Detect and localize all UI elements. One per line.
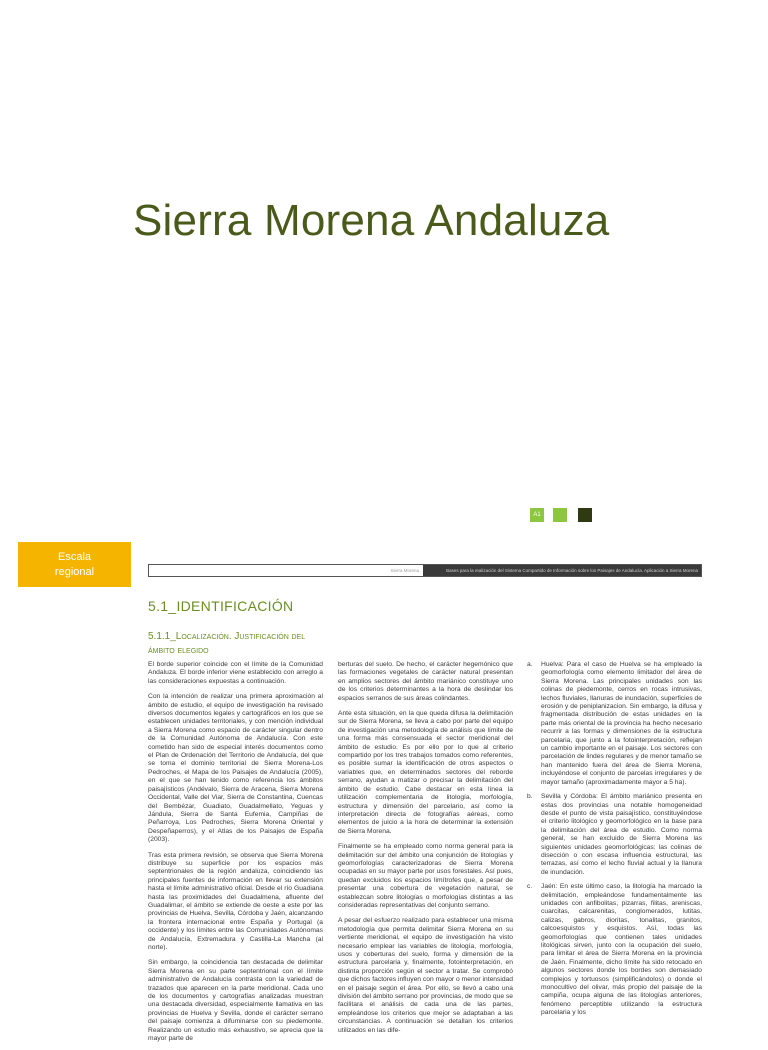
section-heading: 5.1_IDENTIFICACIÓN (148, 598, 294, 614)
running-header-section: Sierra Morena (390, 568, 419, 573)
page-title: Sierra Morena Andaluza (133, 196, 610, 245)
paragraph: Finalmente se ha empleado como norma general para la delimitación sur del ámbito una conjunción de litologías y geomorfologías caracterizadoras de Sierra Morena ocupadas en su mayor parte por usos forestales. Así pues, quedan excluidos los espacios limítrofes que, a pesar de presentar una cobertura de vegetación natural, se establezcan sobre litologías o morfologías distintas a las consideradas representativas del conjunto serrano. (338, 843, 513, 909)
paragraph: berturas del suelo. De hecho, el carácter hegemónico que las formaciones vegetales de carácter natural presentan en amplios sectores del ámbito mariánico constituye uno de los criterios determinantes a la hora de deslindar los espacios serranos de sus áreas colindantes. (338, 661, 513, 702)
text-column-2 (338, 661, 513, 1042)
list-text: Jaén: En este último caso, la litología ha marcado la delimitación, empleándose fundamentalmente las unidades con anfibolitas, pizarras, filitas, areniscas, cuarcitas, calcarenitas, conglomerados, lutitas, calizas, gabros, dioritas, tonalitas, granitos, calcoesquistos y esquistos. Así, todas las geomorfologías que contienen tales unidades litológicas sirven, junto con la ocupación del suelo, para limitar el área de Sierra Morena en la provincia de Jaén. Finalmente, dicho límite ha sido retocado en algunos sectores donde los bordes son demasiado complejos y tortuosos (simplificándolos) o donde el monocultivo del olivar, más propio del paisaje de la campiña, ocupa alguna de las litologías anteriores, fenómeno perceptible utilizando la estructura parcelaria y los (541, 883, 702, 1017)
decor-square-light (553, 508, 567, 522)
paragraph: A pesar del esfuerzo realizado para establecer una misma metodología que permita delimitar Sierra Morena en su vertiente meridional, el equipo de investigación ha visto necesario emplear las variables de litología, morfología, usos y coberturas del suelo, forma y dimensión de la estructura parcelaria y, finalmente, fotointerpretación, en distinta proporción según el sector a tratar. Se comprobó que dichos factores influyen con mayor o menor intensidad en el paisaje según el área. Por ello, se llevó a cabo una división del ámbito serrano por provincias, de modo que se facilitara el análisis de cada una de las partes, empleándose los criterios que mejor se adaptaban a las circunstancias. A continuación se detallan los criterios utilizados en las dife- (338, 917, 513, 1034)
text-column-3 (527, 661, 702, 1024)
paragraph: Tras esta primera revisión, se observa que Sierra Morena distribuye su superficie por los espacios más septentrionales de la región andaluza, coincidiendo las principales fuentes de información en llevar su extensión hasta el límite administrativo oficial. Desde el río Guadiana hasta las proximidades del Guadalmena, afluente del Guadalimar, el ámbito se extiende de oeste a este por las provincias de Huelva, Sevilla, Córdoba y Jaén, alcanzando la frontera internacional entre España y Portugal (a occidente) y los límites entre las Comunidades Autónomas de Andalucía, Extremadura y Castilla-La Mancha (al norte). (148, 851, 323, 951)
list-text: Huelva: Para el caso de Huelva se ha empleado la geomorfología como elemento limitador del área de Sierra Morena. Las principales unidades son las colinas de piedemonte, cerros en rocas intrusivas, lechos fluviales, llanuras de inundación, superficies de erosión y de peniplanizacion. Sin embargo, la difusa y fragmentada distribución de estas unidades en la parte más oriental de la provincia ha hecho necesario recurrir a las formas y dimensiones de la estructura parcelaria, que junto a la fotointerpretación, reflejan un cambio importante en el paisaje. Los sectores con parcelación de lindes regulares y de menor tamaño se han mantenido fuera del área de Sierra Morena, incluyéndose el conjunto de parcelas irregulares y de mayor tamaño (aproximadamente mayor a 5 ha). (541, 661, 702, 786)
text-column-1 (148, 661, 323, 1050)
list-text: Sevilla y Córdoba: El ámbito mariánico presenta en estas dos provincias una notable homogeneidad desde el punto de vista paisajístico, constituyéndose el criterio litológico y geomorfológico en la base para la delimitación del área de estudio. Como norma general, se han excluido de Sierra Morena las siguientes unidades geomorfológicas: las colinas de disección o con escasa influencia estructural, las terrazas, así como el lecho fluvial actual y la llanura de inundación. (541, 793, 702, 876)
list-item (527, 661, 702, 787)
list-marker: c. (527, 883, 533, 891)
list-item (527, 883, 702, 1018)
running-header (148, 564, 702, 577)
scale-line-1: Escala (57, 550, 92, 563)
scale-label-box (18, 542, 131, 587)
page-badge: A1 (530, 508, 544, 522)
list-marker: a. (527, 661, 533, 668)
paragraph: El borde superior coincide con el límite de la Comunidad Andaluza. El borde inferior viene establecido con arreglo a las consideraciones expuestas a continuación. (148, 661, 323, 685)
scale-line-2: regional (54, 565, 95, 578)
paragraph: Ante esta situación, en la que queda difusa la delimitación sur de Sierra Morena, se lleva a cabo por parte del equipo de investigación una metodología de análisis que límite de una forma más consensuada el sector meridional del ámbito de estudio. Es por ello por lo que al criterio compartido por los tres trabajos tomados como referentes, es posible sumar la identificación de otros aspectos o variables que, en determinados sectores del reborde serrano, ayudan a matizar o precisar la delimitación del ámbito de estudio. Cabe destacar en esta línea la utilización complementaria de litología, morfología, estructura y dimensión del parcelario, así como la interpretación directa de fotografías aéreas, como elementos de juicio a la hora de determinar la extensión de Sierra Morena. (338, 710, 513, 835)
running-header-title: Bases para la realización del Sistema Compartido de Información sobre los Paisajes de Andalucía. Aplicación a Sierra Morena (423, 565, 701, 576)
paragraph: Con la intención de realizar una primera aproximación al ámbito de estudio, el equipo de investigación ha revisado diversos documentos legales y cartográficos en los que se establecen unidades territoriales, y con mención individual a Sierra Morena como espacio de carácter singular dentro de la Comunidad Autónoma de Andalucía. Con este cometido han sido de especial interés documentos como el Plan de Ordenación del Territorio de Andalucía, del que se toma el dominio territorial de Sierra Morena-Los Pedroches, el Mapa de los Paisajes de Andalucía (2005), en el que se han tenido como referencia los ámbitos paisajísticos (Andévalo, Sierra de Aracena, Sierra Morena Occidental, Valle del Viar, Sierra de Constantina, Cuencas del Bembézar, Guadiato, Guadalmellato, Yeguas y Jándula, Sierra de Santa Eufemia, Campiñas de Peñarroya, Los Pedroches, Sierra Morena Oriental y Despeñaperros), y el Atlas de los Paisajes de España (2003). (148, 693, 323, 844)
subsection-heading: 5.1.1_Localización. Justificación del ámbito elegido (148, 631, 306, 656)
list-item (527, 793, 702, 877)
decor-square-dark (578, 508, 592, 522)
paragraph: Sin embargo, la coincidencia tan destacada de delimitar Sierra Morena en su parte septentrional con el límite administrativo de Andalucía contrasta con la variedad de trazados que aparecen en la parte meridional. Cada uno de los documentos y cartografías analizadas muestran una destacada diversidad, especialmente llamativa en las provincias de Huelva y Sevilla, donde el carácter serrano del paisaje comienza a difuminarse con su piedemonte. Realizando un estudio más exhaustivo, se aprecia que la mayor parte de (148, 959, 323, 1043)
list-marker: b. (527, 793, 533, 801)
